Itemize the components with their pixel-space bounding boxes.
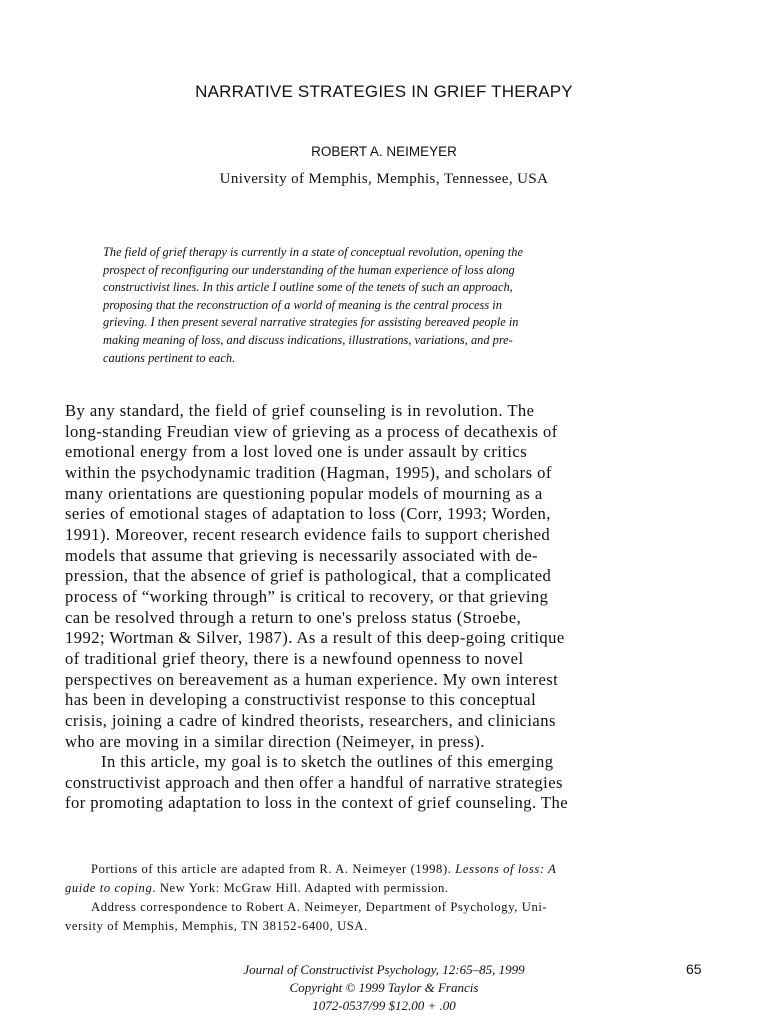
abstract [103, 244, 670, 367]
body-line: many orientations are questioning popular models of mourning as a [65, 483, 543, 503]
author-name: ROBERT A. NEIMEYER [311, 144, 457, 159]
issn-line: 1072-0537/99 $12.00 + .00 [312, 998, 456, 1013]
body-line: constructivist approach and then offer a handful of narrative strategies [65, 772, 563, 792]
abstract-line: constructivist lines. In this article I outline some of the tenets of such an approach, [103, 280, 513, 295]
copyright-line: Copyright © 1999 Taylor & Francis [289, 980, 479, 995]
footnote [65, 860, 708, 936]
body-line: series of emotional stages of adaptation to loss (Corr, 1993; Worden, [65, 504, 551, 524]
body-line: long-standing Freudian view of grieving as a process of decathexis of [65, 421, 558, 441]
body-line: By any standard, the field of grief counseling is in revolution. The [65, 401, 535, 420]
body-line: for promoting adaptation to loss in the context of grief counseling. The [65, 793, 569, 813]
body-line: process of “working through” is critical to recovery, or that grieving [65, 586, 549, 606]
body-line: models that assume that grieving is necessarily associated with de- [65, 545, 538, 565]
body-line: emotional energy from a lost loved one is under assault by critics [65, 442, 528, 462]
footnote-book-title: Lessons of loss: A [455, 862, 557, 876]
abstract-line: cautions pertinent to each. [103, 350, 236, 365]
body-line: 1991). Moreover, recent research evidence fails to support cherished [65, 524, 551, 544]
journal-info [0, 961, 768, 1015]
abstract-line: The field of grief therapy is currently in a state of conceptual revolution, opening the [103, 245, 523, 259]
footnote-book-title: guide to coping [65, 881, 153, 895]
body-line: within the psychodynamic tradition (Hagman, 1995), and scholars of [65, 462, 552, 482]
page-number: 65 [686, 961, 702, 977]
body-text [65, 401, 707, 814]
body-line: perspectives on bereavement as a human experience. My own interest [65, 669, 559, 689]
abstract-line: grieving. I then present several narrative strategies for assisting bereaved people in [103, 315, 519, 330]
author-affiliation: University of Memphis, Memphis, Tennessee, USA [219, 171, 549, 187]
body-line: crisis, joining a cadre of kindred theorists, researchers, and clinicians [65, 710, 556, 730]
footnote-correspondence: Address correspondence to Robert A. Neimeyer, Department of Psychology, Uni- [91, 900, 548, 914]
body-paragraph-start: In this article, my goal is to sketch the outlines of this emerging [101, 752, 554, 772]
body-line: 1992; Wortman & Silver, 1987). As a result of this deep-going critique [65, 628, 565, 648]
body-line: who are moving in a similar direction (Neimeyer, in press). [65, 731, 485, 751]
body-line: of traditional grief theory, there is a newfound openness to novel [65, 648, 524, 668]
body-line: pression, that the absence of grief is pathological, that a complicated [65, 566, 552, 586]
footnote-text: . New York: McGraw Hill. Adapted with permission. [152, 881, 449, 895]
footnote-line [65, 879, 708, 898]
journal-citation: Journal of Constructivist Psychology, 12:65–85, 1999 [243, 962, 525, 977]
footnote-text: Portions of this article are adapted from R. A. Neimeyer (1998). [91, 862, 456, 876]
abstract-line: making meaning of loss, and discuss indications, illustrations, variations, and pre- [103, 332, 513, 347]
body-line: can be resolved through a return to one's preloss status (Stroebe, [65, 607, 522, 627]
article-title: NARRATIVE STRATEGIES IN GRIEF THERAPY [195, 82, 573, 101]
abstract-line: proposing that the reconstruction of a world of meaning is the central process in [103, 297, 502, 312]
abstract-line: prospect of reconfiguring our understanding of the human experience of loss along [103, 262, 515, 277]
footnote-line [91, 860, 708, 879]
body-line: has been in developing a constructivist response to this conceptual [65, 690, 537, 710]
footnote-address: versity of Memphis, Memphis, TN 38152-6400, USA. [65, 919, 368, 933]
